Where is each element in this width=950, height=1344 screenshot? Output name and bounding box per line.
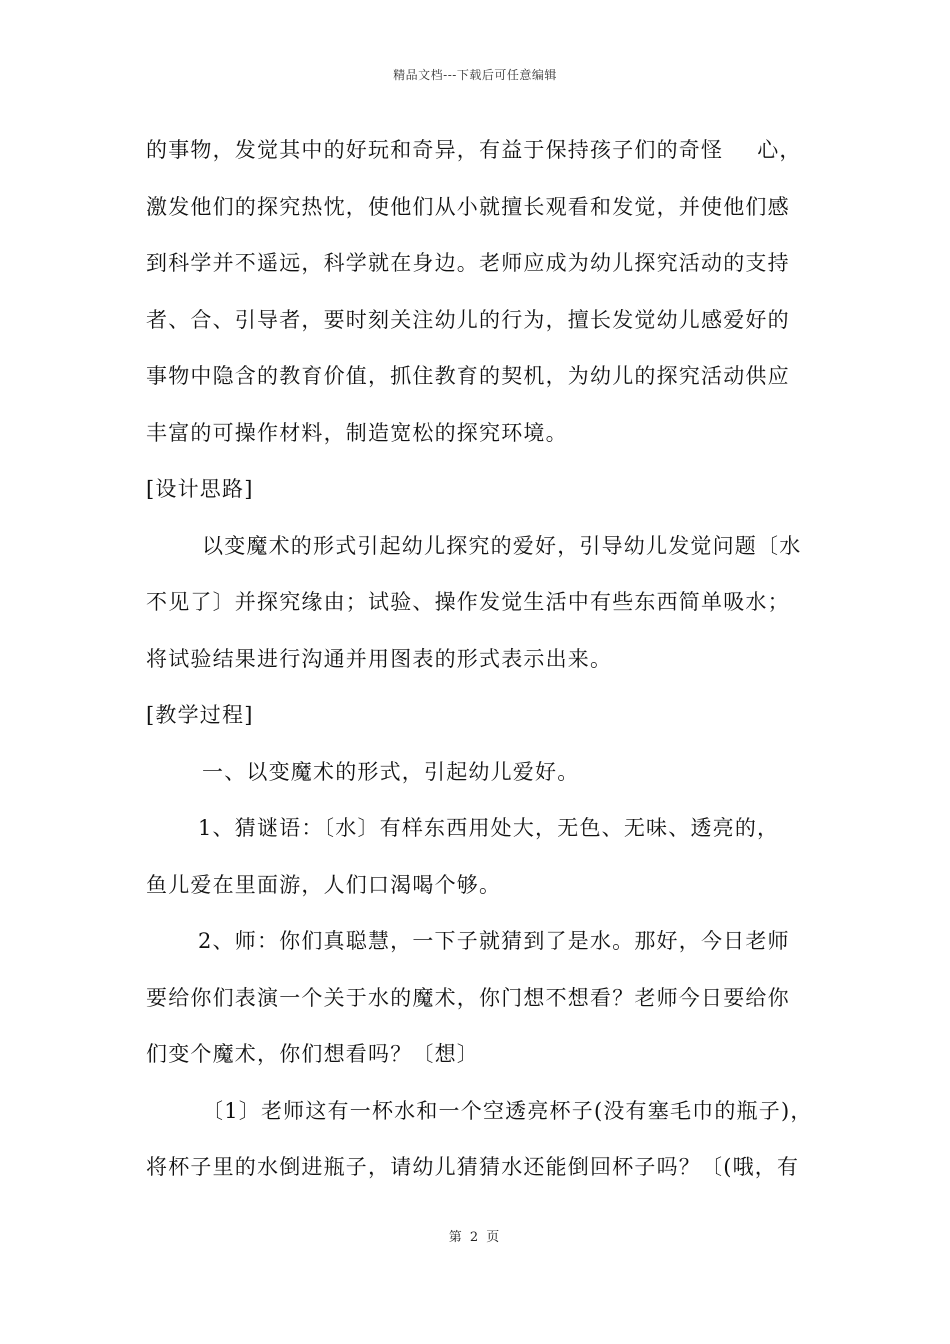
page-number: 第 2 页 <box>448 1230 502 1245</box>
paragraph-line: 激发他们的探究热忱，使他们从小就擅长观看和发觉，并使他们感 <box>146 194 790 219</box>
paragraph-line: 〔1〕老师这有一杯水和一个空透亮杯子(没有塞毛巾的瓶子)， <box>202 1098 813 1123</box>
paragraph-line: 1、猜谜语：〔水〕有样东西用处大，无色、无味、透亮的， <box>198 816 780 840</box>
paragraph-line: 丰富的可操作材料，制造宽松的探究环境。 <box>146 420 568 445</box>
paragraph-line: 将杯子里的水倒进瓶子，请幼儿猜猜水还能倒回杯子吗？〔(哦，有 <box>146 1155 800 1179</box>
section-heading: [教学过程] <box>146 703 254 727</box>
paragraph-line: 不见了〕并探究缘由；试验、操作发觉生活中有些东西简单吸水； <box>146 590 790 614</box>
paragraph-line: 以变魔术的形式引起幼儿探究的爱好，引导幼儿发觉问题〔水 <box>202 533 802 558</box>
paragraph-line: 事物中隐含的教育价值，抓住教育的契机，为幼儿的探究活动供应 <box>146 364 790 388</box>
paragraph-line: 将试验结果进行沟通并用图表的形式表示出来。 <box>146 646 613 671</box>
paragraph-line <box>146 128 806 185</box>
paragraph-line: 到科学并不遥远，科学就在身边。老师应成为幼儿探究活动的支持 <box>146 251 790 275</box>
paragraph-line: 者、合、引导者，要时刻关注幼儿的行为，擅长发觉幼儿感爱好的 <box>146 307 790 332</box>
paragraph-line: 2、师：你们真聪慧，一下子就猜到了是水。那好，今日老师 <box>198 929 790 953</box>
section-heading: [设计思路] <box>146 477 254 501</box>
line-text: 的事物，发觉其中的好玩和奇异，有益于保持孩子们的奇怪 <box>146 138 724 162</box>
line-text: 心， <box>757 138 802 162</box>
paragraph-line: 一、以变魔术的形式，引起幼儿爱好。 <box>202 759 580 784</box>
document-body <box>146 128 813 1202</box>
paragraph-line: 们变个魔术，你们想看吗？〔想〕 <box>146 1042 479 1066</box>
paragraph-line: 要给你们表演一个关于水的魔术，你门想不想看？老师今日要给你 <box>146 985 790 1010</box>
page-header: 精品文档---下载后可任意编辑 <box>393 68 557 82</box>
paragraph-line: 鱼儿爱在里面游，人们口渴喝个够。 <box>146 872 502 897</box>
